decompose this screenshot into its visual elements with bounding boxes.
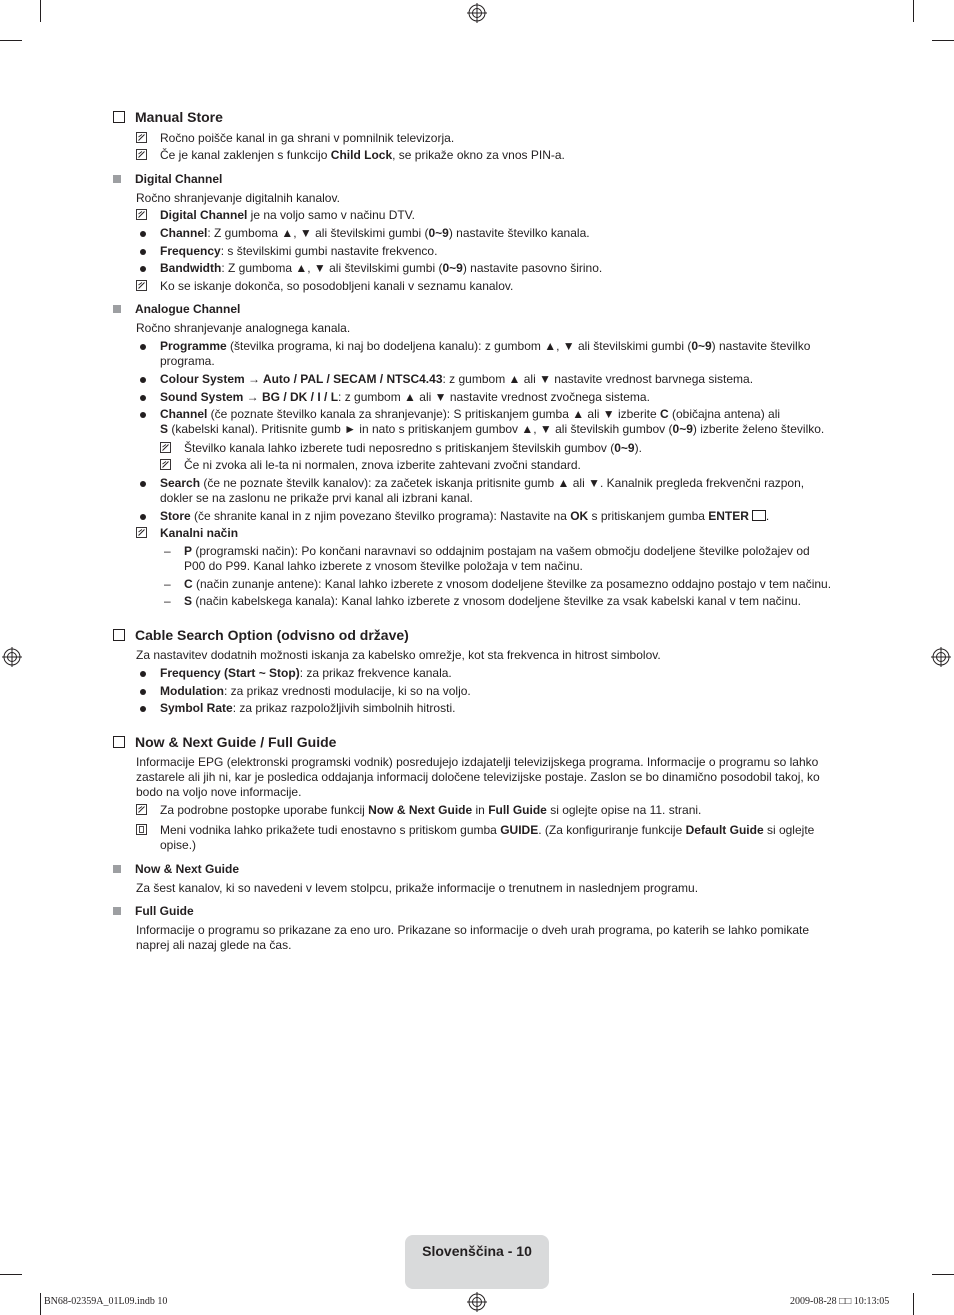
crop-mark — [40, 0, 41, 22]
paragraph: Informacije EPG (elektronski programski vodnik) posredujejo izdajatelji televizijskega programa. Informacije o programu so lahko zastarele ali jih ni, kar je posledica oddajanja informacij določene televizijske postaje. Zaslon se bo dinamično posodobil takoj, ko bodo na voljo nove informacije. — [136, 755, 820, 799]
crop-mark — [0, 40, 22, 41]
timestamp: 2009-08-28 □□ 10:13:05 — [790, 1296, 890, 1307]
note-icon — [160, 442, 171, 453]
paragraph: Informacije o programu so prikazane za eno uro. Prikazane so informacije o dveh urah programa, po katerih se lahko pomikate naprej ali nazaj glede na čas. — [136, 923, 810, 952]
subsection-title-now-next-guide: Now & Next Guide — [113, 862, 239, 876]
page-label: Slovenščina - 10 — [422, 1243, 532, 1259]
paragraph: Ročno shranjevanje digitalnih kanalov. — [136, 191, 340, 205]
section-title-manual-store: Manual Store — [113, 109, 223, 125]
note-icon — [136, 804, 147, 815]
subsection-title-digital-channel: Digital Channel — [113, 172, 222, 186]
paragraph: Ročno shranjevanje analognega kanala. — [136, 321, 351, 335]
page-number-tab — [405, 1235, 549, 1289]
subsection-title-full-guide: Full Guide — [113, 904, 194, 918]
crop-mark — [913, 0, 914, 22]
note-icon — [136, 149, 147, 160]
crop-mark — [40, 1293, 41, 1315]
section-title-guide: Now & Next Guide / Full Guide — [113, 734, 336, 750]
note-icon — [136, 209, 147, 220]
registration-mark-icon — [467, 3, 487, 23]
registration-mark-icon — [467, 1292, 487, 1312]
subsection-title-analogue-channel: Analogue Channel — [113, 302, 240, 316]
paragraph: Za šest kanalov, ki so navedeni v levem stolpcu, prikaže informacije o trenutnem in naslednjem programu. — [136, 881, 699, 895]
remote-note-icon — [136, 824, 147, 835]
enter-icon — [752, 510, 766, 521]
registration-mark-icon — [2, 647, 22, 667]
note-icon — [160, 459, 171, 470]
crop-mark — [913, 1293, 914, 1315]
note-icon — [136, 527, 147, 538]
registration-mark-icon — [931, 647, 951, 667]
paragraph: Za nastavitev dodatnih možnosti iskanja za kabelsko omrežje, kot sta frekvenca in hitrost simbolov. — [136, 648, 661, 662]
file-info: BN68-02359A_01L09.indb 10 — [44, 1296, 168, 1307]
note-icon — [136, 132, 147, 143]
section-title-cable-search: Cable Search Option (odvisno od države) — [113, 627, 409, 643]
crop-mark — [932, 1274, 954, 1275]
note-icon — [136, 280, 147, 291]
crop-mark — [0, 1274, 22, 1275]
enter-button-label: ENTER — [708, 509, 749, 523]
crop-mark — [932, 40, 954, 41]
